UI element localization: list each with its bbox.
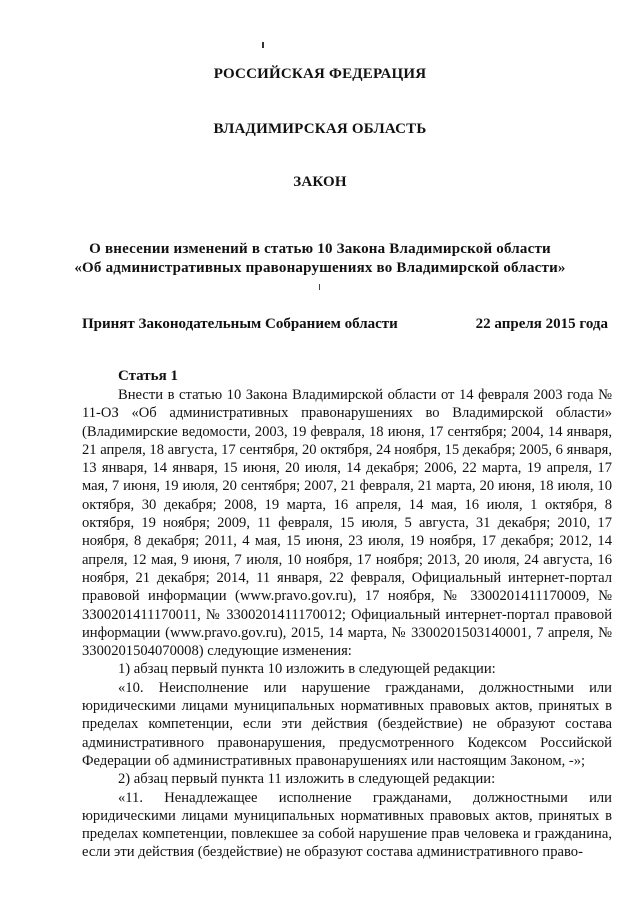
article-body <box>82 386 612 862</box>
region-heading: ВЛАДИМИРСКАЯ ОБЛАСТЬ <box>213 121 427 137</box>
article-paragraph-item-2: 2) абзац первый пункта 11 изложить в следующей редакции: <box>118 771 496 788</box>
country-heading: РОССИЙСКАЯ ФЕДЕРАЦИЯ <box>213 66 427 82</box>
article-paragraph-point-10: «10. Неисполнение или нарушение гражданами, должностными или юридическими лицами муниципальных нормативных правовых актов, принятых в пределах компетенции, если эти действия (бездействие) не образуют состава административного правонарушения, предусмотренного Кодексом Российской Федерации об административных правонарушениях или настоящим Законом, -»; <box>82 679 612 769</box>
scan-speck <box>262 42 264 48</box>
scan-mark <box>319 284 320 290</box>
law-title-line-2: «Об административных правонарушениях во Владимирской области» <box>74 260 566 276</box>
article-paragraph-intro: Внести в статью 10 Закона Владимирской области от 14 февраля 2003 года № 11-ОЗ «Об административных правонарушениях во Владимирской области» (Владимирские ведомости, 2003, 19 февраля, 18 июня, 17 сентября; 2004, 14 января, 21 апреля, 18 августа, 17 сентября, 20 октября, 24 ноября, 15 декабря; 2005, 6 января, 13 января, 14 января, 15 июня, 20 июля, 14 декабря; 2006, 22 марта, 19 апреля, 17 мая, 7 июня, 19 июля, 20 сентября; 2007, 21 февраля, 21 марта, 20 июня, 18 июля, 10 октября, 30 декабря; 2008, 19 марта, 16 апреля, 14 мая, 16 июля, 1 октября, 8 октября, 19 ноября; 2009, 11 февраля, 15 июля, 5 августа, 31 декабря; 2010, 17 ноября, 8 декабря; 2011, 4 мая, 15 июня, 23 июля, 19 ноября, 17 декабря; 2012, 14 апреля, 12 мая, 9 июня, 7 июля, 10 ноября, 17 ноября; 2013, 20 июля, 24 августа, 16 ноября, 21 декабря; 2014, 11 января, 22 февраля, Официальный интернет-портал правовой информации (www.pravo.gov.ru), 17 ноября, № 3300201411170009, № 3300201411170011, № 3300201411170012; Официальный интернет-портал правовой информации (www.pravo.gov.ru), 2015, 14 марта, № 3300201503140001, 7 апреля, № 3300201504070008) следующие изменения: <box>82 387 612 660</box>
law-title-line-1: О внесении изменений в статью 10 Закона Владимирской области <box>89 241 551 257</box>
adopted-by: Принят Законодательным Собранием области <box>82 316 398 332</box>
adoption-date: 22 апреля 2015 года <box>475 316 608 332</box>
article-paragraph-item-1: 1) абзац первый пункта 10 изложить в следующей редакции: <box>118 661 496 678</box>
article-heading: Статья 1 <box>118 368 178 384</box>
doc-type-heading: ЗАКОН <box>293 174 347 190</box>
article-paragraph-point-11: «11. Ненадлежащее исполнение гражданами, должностными или юридическими лицами муниципальных нормативных правовых актов, принятых в пределах компетенции, повлекшее за собой нарушение прав человека и гражданина, если эти действия (бездействие) не образуют состава административного право- <box>82 789 612 861</box>
